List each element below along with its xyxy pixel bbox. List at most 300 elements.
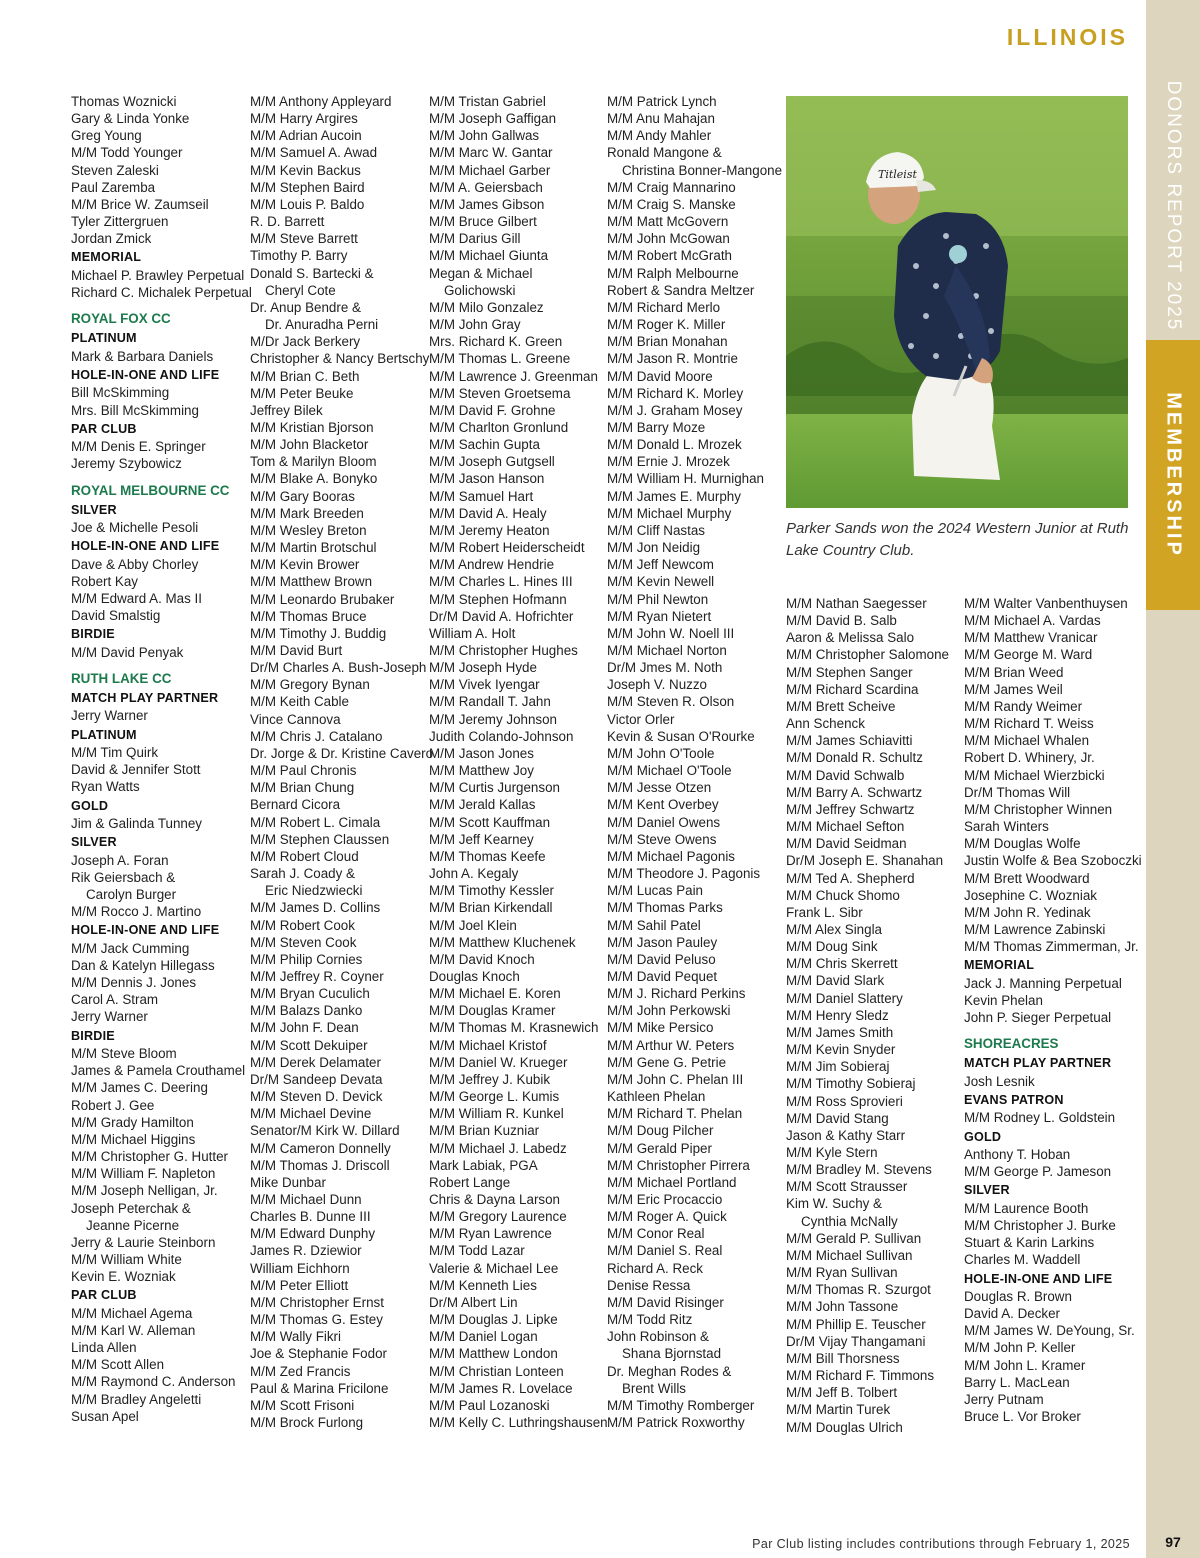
donor-name: James R. Dziewior xyxy=(250,1243,362,1259)
donor-name: Bruce L. Vor Broker xyxy=(964,1409,1081,1425)
donor-name: M/M Douglas Wolfe xyxy=(964,836,1081,852)
donor-name: M/M Scott Frisoni xyxy=(250,1397,355,1413)
donor-name: M/M A. Geiersbach xyxy=(429,179,543,195)
donor-name: M/M Thomas Keefe xyxy=(429,848,546,864)
donor-name: M/M Thomas J. Driscoll xyxy=(250,1157,390,1173)
donor-name: M/M Lucas Pain xyxy=(607,883,704,899)
donor-name: Dr/M Joseph E. Shanahan xyxy=(786,853,944,869)
donor-name: M/M Daniel Slattery xyxy=(786,990,903,1006)
donor-name: Mike Dunbar xyxy=(250,1174,326,1190)
donor-name: M/M Bill Thorsness xyxy=(786,1350,900,1366)
donor-name: M/M Andy Mahler xyxy=(607,128,712,144)
donor-name: James & Pamela Crouthamel xyxy=(71,1063,246,1079)
donor-name: Valerie & Michael Lee xyxy=(429,1260,559,1276)
donor-name: Dr/M Vijay Thangamani xyxy=(786,1333,926,1349)
donor-name: Barry L. MacLean xyxy=(964,1374,1070,1390)
donor-name: M/M Randy Weimer xyxy=(964,698,1083,714)
donor-name: Kevin E. Wozniak xyxy=(71,1269,176,1285)
donor-name: Ryan Watts xyxy=(71,779,140,795)
donor-name: M/M Chuck Shomo xyxy=(786,887,900,903)
donor-name: M/M Darius Gill xyxy=(429,231,521,247)
donor-name: M/M Doug Pilcher xyxy=(607,1123,714,1139)
donor-name: M/M David Peluso xyxy=(607,951,716,967)
donor-name: M/M Lawrence J. Greenman xyxy=(429,368,598,384)
donor-name: M/M Matt McGovern xyxy=(607,214,729,230)
donor-name: Paul & Marina Fricilone xyxy=(250,1380,389,1396)
donor-name: M/M Scott Kauffman xyxy=(429,814,551,830)
donor-name: Mark Labiak, PGA xyxy=(429,1157,538,1173)
donor-name: M/M David B. Salb xyxy=(786,613,897,629)
donor-name: M/M Donald L. Mrozek xyxy=(607,437,742,453)
donor-name: M/M Brett Scheive xyxy=(786,698,896,714)
donor-name: M/M Jeffrey R. Coyner xyxy=(250,968,384,984)
giving-level-heading: PLATINUM xyxy=(71,727,137,742)
donor-name: Robert D. Whinery, Jr. xyxy=(964,750,1095,766)
donor-name: M/M Patrick Lynch xyxy=(607,94,717,109)
donor-name: Bill McSkimming xyxy=(71,385,170,401)
donor-name: M/M J. Richard Perkins xyxy=(607,986,746,1002)
donor-name: Susan Apel xyxy=(71,1408,139,1424)
donor-name: M/M Zed Francis xyxy=(250,1363,351,1379)
donor-name: Paul Zaremba xyxy=(71,179,156,195)
donor-name: Mrs. Richard K. Green xyxy=(429,334,563,350)
donor-name: M/M Douglas Ulrich xyxy=(786,1419,903,1435)
donor-name: M/M David Schwalb xyxy=(786,767,905,783)
donor-name: M/M Michael E. Koren xyxy=(429,986,561,1002)
donor-name: M/M Michael Sullivan xyxy=(786,1247,913,1263)
donor-name: Dr/M Sandeep Devata xyxy=(250,1071,383,1087)
donor-name: M/M Kristian Bjorson xyxy=(250,419,374,435)
club-heading: ROYAL MELBOURNE CC xyxy=(71,482,230,498)
donor-name: M/M Doug Sink xyxy=(786,939,878,955)
giving-level-heading: MEMORIAL xyxy=(71,250,142,265)
giving-level-heading: HOLE-IN-ONE AND LIFE xyxy=(71,367,220,382)
donor-name: M/M Vivek Iyengar xyxy=(429,677,540,693)
donor-name: M/M Charles L. Hines III xyxy=(429,574,573,590)
donor-name: Kevin Phelan xyxy=(964,992,1043,1008)
donor-name: M/M Joseph Gaffigan xyxy=(429,111,557,127)
donor-name: M/M Robert Heiderscheidt xyxy=(429,540,585,556)
donor-name: M/M J. Graham Mosey xyxy=(607,402,743,418)
donor-name: M/M Michael Wierzbicki xyxy=(964,767,1105,783)
donor-name: M/M John Gallwas xyxy=(429,128,540,144)
donor-name: M/M Barry Moze xyxy=(607,419,706,435)
donor-name: M/M Rodney L. Goldstein xyxy=(964,1110,1116,1126)
donor-name: M/M Phillip E. Teuscher xyxy=(786,1316,926,1332)
donor-name: M/M John C. Phelan III xyxy=(607,1071,744,1087)
donor-name: Justin Wolfe & Bea Szoboczki xyxy=(964,853,1142,869)
donor-name: Jeremy Szybowicz xyxy=(71,456,182,472)
donor-name: M/M Wesley Breton xyxy=(250,522,367,538)
donor-name: M/M Bruce Gilbert xyxy=(429,214,537,230)
donor-name: M/M Michael Dunn xyxy=(250,1192,362,1207)
donor-name: M/M Douglas Kramer xyxy=(429,1003,556,1019)
donor-name: M/M John L. Kramer xyxy=(964,1357,1086,1373)
donor-name: M/M Thomas M. Krasnewich xyxy=(429,1020,599,1036)
donor-name: M/M Bradley M. Stevens xyxy=(786,1162,932,1178)
donor-name: M/M Samuel A. Awad xyxy=(250,145,378,161)
donor-name: M/M Craig Mannarino xyxy=(607,179,736,195)
donor-name: M/M Arthur W. Peters xyxy=(607,1037,735,1053)
donor-name: M/M Brian Weed xyxy=(964,664,1064,680)
donor-name: Ronald Mangone & xyxy=(607,145,722,161)
donor-name: M/M David Stang xyxy=(786,1110,889,1126)
giving-level-heading: MEMORIAL xyxy=(964,958,1035,973)
donor-name: M/M Brian Monahan xyxy=(607,334,728,350)
donor-name: M/M Harry Argires xyxy=(250,111,358,127)
donor-name: M/M Jim Sobieraj xyxy=(786,1059,890,1075)
donor-name: M/M Brice W. Zaumseil xyxy=(71,196,209,212)
donor-name: M/M Adrian Aucoin xyxy=(250,128,362,144)
donor-name: M/M Kelly C. Luthringshausen xyxy=(429,1415,608,1431)
donor-name: M/M Michael Sefton xyxy=(786,819,905,835)
donor-name: M/M Mike Persico xyxy=(607,1020,714,1036)
donor-name: M/M Joseph Gutgsell xyxy=(429,454,555,470)
donor-name: M/M Phil Newton xyxy=(607,591,709,607)
donor-name: David Smalstig xyxy=(71,608,161,624)
donor-name: M/M Jason Hanson xyxy=(429,471,545,487)
giving-level-heading: HOLE-IN-ONE AND LIFE xyxy=(964,1271,1113,1286)
donor-name: M/M Richard T. Phelan xyxy=(607,1106,743,1122)
donor-name: William Eichhorn xyxy=(250,1260,350,1276)
donor-name-continued: Dr. Anuradha Perni xyxy=(265,317,379,333)
donor-name-continued: Golichowski xyxy=(444,282,516,298)
donor-name: M/M Karl W. Alleman xyxy=(71,1322,196,1338)
donor-name: M/M Todd Younger xyxy=(71,145,183,161)
donor-name: M/M Ted A. Shepherd xyxy=(786,870,915,886)
club-heading: RUTH LAKE CC xyxy=(71,670,172,686)
donor-name: M/M Christopher Salomone xyxy=(786,647,949,663)
donor-name: M/M Barry A. Schwartz xyxy=(786,784,923,800)
donor-name: Robert Lange xyxy=(429,1174,511,1190)
donor-name: M/M James W. DeYoung, Sr. xyxy=(964,1323,1135,1339)
donor-name: Jeffrey Bilek xyxy=(250,402,323,418)
golfer-illustration xyxy=(786,96,1128,508)
donor-name: M/M Jeff Newcom xyxy=(607,557,714,573)
donor-name: M/M Jason R. Montrie xyxy=(607,351,738,367)
donor-name: M/M Edward Dunphy xyxy=(250,1226,376,1242)
donor-name: Jerry Warner xyxy=(71,708,148,724)
donor-name: Jason & Kathy Starr xyxy=(786,1127,906,1143)
donor-name: M/M Daniel W. Krueger xyxy=(429,1054,568,1070)
donor-name: M/M Kevin Backus xyxy=(250,162,361,178)
donor-name: Jack J. Manning Perpetual xyxy=(964,975,1122,991)
donor-name: Richard C. Michalek Perpetual xyxy=(71,285,252,301)
donor-name: M/M Steven Groetsema xyxy=(429,385,571,401)
donor-name: M/M Martin Brotschul xyxy=(250,540,377,556)
donor-name: M/M Paul Chronis xyxy=(250,763,357,779)
donor-name: M/M Thomas R. Szurgot xyxy=(786,1282,931,1298)
donor-name: Robert Kay xyxy=(71,573,138,589)
donor-name: M/M Michael Whalen xyxy=(964,733,1090,749)
donor-name: M/M Jeffrey J. Kubik xyxy=(429,1071,551,1087)
donor-name: M/M Paul Lozanoski xyxy=(429,1397,550,1413)
donor-name: M/M Kyle Stern xyxy=(786,1145,878,1160)
donor-name: Dr/M Thomas Will xyxy=(964,784,1071,800)
donor-name: M/M Jesse Otzen xyxy=(607,780,712,796)
giving-level-heading: GOLD xyxy=(964,1129,1002,1144)
donor-name: M/M Jon Neidig xyxy=(607,540,701,556)
donor-name: Kevin & Susan O'Rourke xyxy=(607,728,755,744)
donor-name: M/M Blake A. Bonyko xyxy=(250,471,378,487)
donor-column-3 xyxy=(429,93,607,1431)
donor-name: Charles M. Waddell xyxy=(964,1252,1081,1268)
donor-name: M/M Jeremy Heaton xyxy=(429,522,550,538)
donor-name: Megan & Michael xyxy=(429,265,533,281)
donor-name: M/M Jerald Kallas xyxy=(429,797,536,813)
donor-name: M/M Thomas L. Greene xyxy=(429,351,571,367)
donor-name: M/M James R. Lovelace xyxy=(429,1380,573,1396)
donor-name: Aaron & Melissa Salo xyxy=(786,630,915,646)
donor-name: M/M Conor Real xyxy=(607,1226,705,1242)
donor-name: M/M Alex Singla xyxy=(786,921,883,937)
donor-name: Michael P. Brawley Perpetual xyxy=(71,267,245,283)
donor-name: M/M David Burt xyxy=(250,643,343,658)
donor-name: M/M Ernie J. Mrozek xyxy=(607,454,730,470)
donor-name: M/M Balazs Danko xyxy=(250,1003,363,1019)
donor-name: M/M Jeff B. Tolbert xyxy=(786,1385,898,1401)
donor-name: M/M Nathan Saegesser xyxy=(786,596,927,611)
donor-name: M/M Joseph Hyde xyxy=(429,660,537,676)
giving-level-heading: HOLE-IN-ONE AND LIFE xyxy=(71,923,220,938)
donor-name: M/M Kevin Newell xyxy=(607,574,715,590)
donor-name: M/M Steve Owens xyxy=(607,831,717,847)
donor-name: M/M David Penyak xyxy=(71,644,184,660)
donor-name: M/M Lawrence Zabinski xyxy=(964,921,1106,937)
donor-name: M/M Sachin Gupta xyxy=(429,437,540,453)
donor-name: M/M Rocco J. Martino xyxy=(71,904,202,920)
donor-name: M/M Gregory Laurence xyxy=(429,1209,567,1225)
donor-name: M/M Richard Merlo xyxy=(607,299,721,315)
donor-name: M/M James Weil xyxy=(964,681,1063,697)
giving-level-heading: SILVER xyxy=(71,835,117,850)
donor-name: M/M Anthony Appleyard xyxy=(250,94,392,109)
donor-name: M/M Anu Mahajan xyxy=(607,111,715,127)
donor-name: M/M Jeffrey Schwartz xyxy=(786,801,915,817)
donor-name: Richard A. Reck xyxy=(607,1260,704,1276)
donor-name: Joseph V. Nuzzo xyxy=(607,677,707,693)
donor-name: M/M Donald R. Schultz xyxy=(786,750,923,766)
donor-name: Ann Schenck xyxy=(786,716,865,732)
donor-name-continued: Brent Wills xyxy=(622,1380,686,1396)
giving-level-heading: BIRDIE xyxy=(71,1028,115,1043)
donor-name: M/M Thomas Zimmerman, Jr. xyxy=(964,939,1139,955)
donor-name: Carol A. Stram xyxy=(71,992,159,1008)
donor-name: M/M Wally Fikri xyxy=(250,1329,341,1345)
donor-name: Jerry Putnam xyxy=(964,1391,1044,1407)
donor-name: M/M Michael Kristof xyxy=(429,1037,547,1053)
donor-name: M/M William F. Napleton xyxy=(71,1166,216,1182)
donor-name: M/M John Gray xyxy=(429,317,521,333)
donor-name: M/M Christopher Pirrera xyxy=(607,1157,750,1173)
donor-name: M/M Dennis J. Jones xyxy=(71,975,197,991)
donor-name: Dr. Jorge & Dr. Kristine Cavero xyxy=(250,745,434,761)
donor-name: Denise Ressa xyxy=(607,1277,691,1293)
donor-name: M/M Richard T. Weiss xyxy=(964,716,1094,732)
donor-name: M/M Daniel S. Real xyxy=(607,1243,723,1259)
donor-name: M/M Brian Kuzniar xyxy=(429,1123,540,1139)
donor-name: Vince Cannova xyxy=(250,711,341,727)
donor-name: M/M Derek Delamater xyxy=(250,1054,381,1070)
club-heading: SHOREACRES xyxy=(964,1036,1059,1052)
donor-name: M/M Tristan Gabriel xyxy=(429,94,546,109)
donor-name: M/M Samuel Hart xyxy=(429,488,534,504)
donor-name: M/M Roger K. Miller xyxy=(607,317,726,333)
donor-name: M/M Tim Quirk xyxy=(71,745,159,761)
donor-name: M/M Joseph Nelligan, Jr. xyxy=(71,1183,218,1199)
donor-name: Tyler Zittergruen xyxy=(71,214,169,230)
giving-level-heading: MATCH PLAY PARTNER xyxy=(71,690,219,705)
donor-name: Dr/M Charles A. Bush-Joseph xyxy=(250,660,427,676)
donor-name: M/M Chris Skerrett xyxy=(786,956,898,972)
golfer-photo xyxy=(786,96,1128,508)
donor-name: M/M John W. Noell III xyxy=(607,625,735,641)
donor-name: M/M Michael Devine xyxy=(250,1106,372,1122)
donor-name: Dr/M Albert Lin xyxy=(429,1294,518,1310)
donor-name: M/M Michael Pagonis xyxy=(607,848,736,864)
donor-name: M/M David A. Healy xyxy=(429,505,547,521)
donor-name: M/M Timothy J. Buddig xyxy=(250,625,387,641)
donor-name: M/M Jack Cumming xyxy=(71,940,190,956)
donor-name: M/M Richard Scardina xyxy=(786,681,919,697)
donor-name: Kim W. Suchy & xyxy=(786,1196,882,1212)
donor-name: M/M Leonardo Brubaker xyxy=(250,591,395,607)
donor-name: M/M David Seidman xyxy=(786,836,907,852)
donor-name: M/M Bryan Cuculich xyxy=(250,986,370,1002)
donor-name: Stuart & Karin Larkins xyxy=(964,1235,1095,1251)
donor-name: John P. Sieger Perpetual xyxy=(964,1010,1112,1026)
giving-level-heading: PAR CLUB xyxy=(71,421,137,436)
donor-name: M/M Michael Murphy xyxy=(607,505,732,521)
section-label: MEMBERSHIP xyxy=(1162,392,1185,558)
donor-name: M/M John Perkowski xyxy=(607,1003,731,1019)
donor-name: M/M Robert L. Cimala xyxy=(250,814,381,830)
donor-name: M/M Brock Furlong xyxy=(250,1415,364,1431)
donor-name: M/M Keith Cable xyxy=(250,694,349,710)
donor-name: M/M Scott Allen xyxy=(71,1357,165,1373)
donor-name: Linda Allen xyxy=(71,1340,137,1356)
donor-name: M/M Michael Higgins xyxy=(71,1131,196,1147)
donor-name: M/M Christopher J. Burke xyxy=(964,1218,1116,1234)
donor-name: R. D. Barrett xyxy=(250,214,325,230)
donor-name: William A. Holt xyxy=(429,625,516,641)
donor-name: M/M Michael O'Toole xyxy=(607,763,732,779)
donor-name: M/M Stephen Sanger xyxy=(786,664,913,680)
donor-name: M/M Richard F. Timmons xyxy=(786,1368,935,1384)
donor-name: M/M Cliff Nastas xyxy=(607,522,705,538)
donor-name: John A. Kegaly xyxy=(429,866,519,882)
donor-name: M/M Timothy Romberger xyxy=(607,1397,755,1413)
donor-name: M/M David Pequet xyxy=(607,968,718,984)
donor-name: Dr. Anup Bendre & xyxy=(250,299,361,315)
donor-name: M/M Marc W. Gantar xyxy=(429,145,553,161)
donor-name: M/M Michael Garber xyxy=(429,162,551,178)
donor-name: M/M David F. Grohne xyxy=(429,402,556,418)
donor-name: Dr/M David A. Hofrichter xyxy=(429,608,574,624)
donor-column-1 xyxy=(71,93,252,1425)
donor-name: M/M Christopher Hughes xyxy=(429,643,578,658)
donor-name: Victor Orler xyxy=(607,711,675,727)
donor-name: M/M Michael A. Vardas xyxy=(964,613,1101,629)
donor-name: M/M Matthew Kluchenek xyxy=(429,934,576,950)
giving-level-heading: SILVER xyxy=(71,502,117,517)
donor-name: M/M Matthew Brown xyxy=(250,574,373,590)
donor-name: M/M George M. Ward xyxy=(964,647,1093,663)
donor-name: M/M James C. Deering xyxy=(71,1080,208,1096)
club-heading: ROYAL FOX CC xyxy=(71,311,171,327)
giving-level-heading: PAR CLUB xyxy=(71,1288,137,1303)
donor-name: M/M Ryan Sullivan xyxy=(786,1265,898,1281)
donor-name: M/M Michael Portland xyxy=(607,1174,737,1190)
donor-name: M/M David Knoch xyxy=(429,951,535,967)
donor-column-6 xyxy=(964,595,1142,1425)
donor-name: Charles B. Dunne III xyxy=(250,1209,371,1225)
donor-name: M/M Timothy Kessler xyxy=(429,883,555,899)
donor-name: M/M Gregory Bynan xyxy=(250,677,370,693)
donor-name: M/M Jason Jones xyxy=(429,745,534,761)
donor-name: M/M Robert Cook xyxy=(250,917,355,933)
donor-name: M/M Gerald P. Sullivan xyxy=(786,1230,922,1246)
donor-name: M/M Eric Procaccio xyxy=(607,1192,723,1207)
donor-name: M/M Peter Beuke xyxy=(250,385,354,401)
donor-name: M/M Steve Barrett xyxy=(250,231,358,247)
donor-name: M/M John McGowan xyxy=(607,231,730,247)
footer-note: Par Club listing includes contributions through February 1, 2025 xyxy=(752,1537,1130,1551)
cap-logo-text: Titleist xyxy=(878,168,917,181)
donor-name: David & Jennifer Stott xyxy=(71,762,201,778)
donor-name-continued: Cynthia McNally xyxy=(801,1213,898,1229)
donor-name-continued: Jeanne Picerne xyxy=(86,1217,180,1233)
donor-name: M/M Matthew London xyxy=(429,1346,558,1362)
donor-name: M/M Michael Giunta xyxy=(429,248,549,264)
donor-name: Dr. Meghan Rodes & xyxy=(607,1363,732,1379)
giving-level-heading: MATCH PLAY PARTNER xyxy=(964,1056,1112,1071)
donor-name: M/M Patrick Roxworthy xyxy=(607,1415,745,1431)
donor-name: M/M Henry Sledz xyxy=(786,1007,889,1023)
donor-name: Steven Zaleski xyxy=(71,162,159,178)
donor-name: Robert & Sandra Meltzer xyxy=(607,282,755,298)
donor-name: M/M Sahil Patel xyxy=(607,917,701,933)
donor-name: Joe & Stephanie Fodor xyxy=(250,1346,387,1362)
donor-name-continued: Carolyn Burger xyxy=(86,887,177,903)
donor-name: M/M Jeff Kearney xyxy=(429,831,534,847)
donor-name: M/M Bradley Angeletti xyxy=(71,1391,202,1407)
donor-name: Sarah Winters xyxy=(964,819,1049,835)
donor-name: Kathleen Phelan xyxy=(607,1089,706,1105)
donor-name: Josh Lesnik xyxy=(964,1073,1035,1089)
donor-name: Josephine C. Wozniak xyxy=(964,887,1097,903)
donor-name: M/M Gerald Piper xyxy=(607,1140,712,1156)
giving-level-heading: SILVER xyxy=(964,1183,1010,1198)
donor-name: Anthony T. Hoban xyxy=(964,1147,1071,1163)
donor-name: M/M Robert Cloud xyxy=(250,848,359,864)
donor-name: M/M Curtis Jurgenson xyxy=(429,780,560,796)
donor-name: Christopher & Nancy Bertschy xyxy=(250,351,430,367)
donor-name: Timothy P. Barry xyxy=(250,248,348,264)
giving-level-heading: BIRDIE xyxy=(71,627,115,642)
donor-name-continued: Christina Bonner-Mangone xyxy=(622,162,783,178)
donor-name: M/M Christopher G. Hutter xyxy=(71,1149,229,1165)
donor-name: Dan & Katelyn Hillegass xyxy=(71,958,215,973)
donor-name: M/M Grady Hamilton xyxy=(71,1114,194,1130)
donor-name: M/M Thomas Parks xyxy=(607,900,723,916)
donor-name: M/M Michael Agema xyxy=(71,1305,193,1321)
donor-name: Jerry & Laurie Steinborn xyxy=(71,1234,216,1250)
donor-name: M/M Richard K. Morley xyxy=(607,385,744,401)
donor-name: M/M John Tassone xyxy=(786,1299,899,1315)
donor-name: M/M Daniel Logan xyxy=(429,1329,538,1345)
donor-name: M/M Denis E. Springer xyxy=(71,439,206,455)
